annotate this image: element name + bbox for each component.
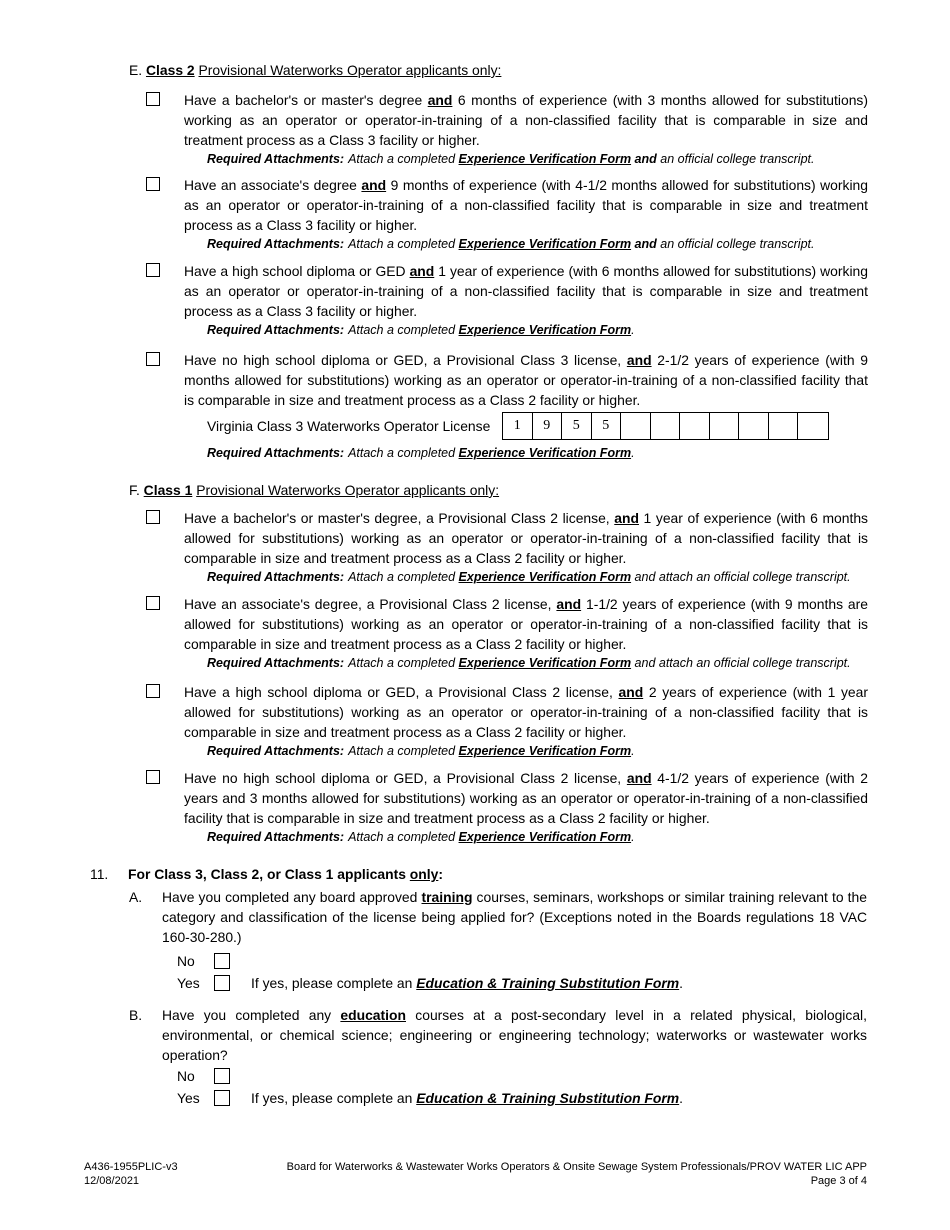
if-yes-instruction: If yes, please complete an Education & Training Substitution Form. (251, 975, 683, 991)
yes-checkbox[interactable] (214, 1090, 230, 1106)
section-e-option-2 (146, 175, 868, 254)
license-number-field[interactable] (502, 412, 829, 440)
option-checkbox[interactable] (146, 510, 160, 524)
experience-verification-form-link[interactable]: Experience Verification Form (458, 656, 632, 670)
education-training-substitution-form-link[interactable]: Education & Training Substitution Form (416, 1090, 680, 1106)
required-attachments: Required Attachments: Attach a completed Experience Verification Form. (207, 744, 635, 758)
option-text: Have a bachelor's or master's degree and 6 months of experience (with 3 months allowed for substitutions) working as an operator or operator-in-training of a non-classified facility that is comparable in size and treatment process as a Class 3 facility or higher. (184, 92, 868, 148)
experience-verification-form-link[interactable]: Experience Verification Form (458, 323, 632, 337)
section-f-heading (129, 480, 499, 500)
required-attachments: Required Attachments: Attach a completed Experience Verification Form and attach an official college transcript. (207, 570, 851, 584)
option-checkbox[interactable] (146, 352, 160, 366)
page-number: Page 3 of 4 (810, 1175, 867, 1187)
no-checkbox[interactable] (214, 953, 230, 969)
option-checkbox[interactable] (146, 770, 160, 784)
license-digit-box[interactable] (621, 413, 651, 439)
education-training-substitution-form-link[interactable]: Education & Training Substitution Form (416, 975, 680, 991)
board-name: Board for Waterworks & Wastewater Works Operators & Onsite Sewage System Professionals/PROV WATER LIC APP (286, 1161, 867, 1173)
license-digit-box[interactable]: 5 (562, 413, 592, 439)
section-f-option-3 (146, 682, 868, 761)
question-letter: A. (129, 889, 143, 905)
form-date: 12/08/2021 (84, 1175, 140, 1187)
required-attachments: Required Attachments: Attach a completed Experience Verification Form and an official college transcript. (207, 237, 815, 251)
experience-verification-form-link[interactable]: Experience Verification Form (458, 152, 632, 166)
question-11b-no-option (177, 1066, 230, 1086)
form-id: A436-1955PLIC-v3 (84, 1161, 178, 1173)
yes-label: Yes (177, 975, 200, 991)
option-text: Have a high school diploma or GED, a Provisional Class 2 license, and 2 years of experience (with 1 year allowed for substitutions) working as an operator or operator-in-training of a non-classified facility that is comparable in size and treatment process as a Class 2 facility or higher. (184, 684, 868, 740)
section-e-option-3 (146, 261, 868, 340)
license-digit-box[interactable]: 5 (592, 413, 622, 439)
no-label: No (177, 953, 195, 969)
required-attachments: Required Attachments: Attach a completed Experience Verification Form and attach an official college transcript. (207, 656, 851, 670)
footer-right (287, 1160, 867, 1188)
question-text: Have you completed any education courses at a post-secondary level in a related physical, biological, environmental, or chemical science; engineering or engineering technology; waterworks or wastewater works operation? (162, 1007, 868, 1063)
section-e-option-4-attachments (146, 444, 868, 463)
section-e-letter: E. (129, 62, 143, 78)
license-digit-box[interactable] (680, 413, 710, 439)
section-e-heading (129, 60, 501, 80)
section-f-option-2 (146, 594, 868, 673)
question-11a-no-option (177, 951, 230, 971)
option-text: Have no high school diploma or GED, a Provisional Class 3 license, and 2-1/2 years of experience (with 9 months allowed for substitutions) working as an operator or operator-in-training of a non-classified facility that is comparable in size and treatment process as a Class 2 facility or higher. (184, 352, 868, 408)
required-attachments: Required Attachments: Attach a completed Experience Verification Form. (207, 323, 635, 337)
option-text: Have a bachelor's or master's degree, a Provisional Class 2 license, and 1 year of experience (with 6 months allowed for substitutions) working as an operator or operator-in-training of a non-classified facility that is comparable in size and treatment process as a Class 2 facility or higher. (184, 510, 868, 566)
section-e-class: Class 2 (145, 62, 195, 78)
option-text: Have no high school diploma or GED, a Provisional Class 2 license, and 4-1/2 years of experience (with 2 years and 3 months allowed for substitutions) working as an operator or operator-in-training of a non-classified facility that is comparable in size and treatment process as a Class 2 facility or higher. (184, 770, 868, 826)
section-f-option-1 (146, 508, 868, 587)
question-11a-yes-option (177, 973, 683, 993)
required-attachments: Required Attachments: Attach a completed Experience Verification Form. (207, 446, 635, 460)
section-f-letter: F. (129, 482, 140, 498)
section-f-option-4 (146, 768, 868, 847)
question-text: Have you completed any board approved training courses, seminars, workshops or similar training relevant to the category and classification of the license being applied for? (Exceptions noted in the Boards regulations 18 VAC 160-30-280.) (162, 889, 867, 945)
license-digit-box[interactable] (710, 413, 740, 439)
required-attachments: Required Attachments: Attach a completed Experience Verification Form and an official college transcript. (207, 152, 815, 166)
question-11b (129, 1005, 867, 1065)
license-digit-box[interactable] (798, 413, 828, 439)
section-e-option-1 (146, 90, 868, 169)
experience-verification-form-link[interactable]: Experience Verification Form (458, 570, 632, 584)
option-checkbox[interactable] (146, 177, 160, 191)
experience-verification-form-link[interactable]: Experience Verification Form (458, 446, 632, 460)
option-text: Have a high school diploma or GED and 1 year of experience (with 6 months allowed for substitutions) working as an operator or operator-in-training of a non-classified facility that is comparable in size and treatment process as a Class 3 facility or higher. (184, 263, 868, 319)
no-label: No (177, 1068, 195, 1084)
no-checkbox[interactable] (214, 1068, 230, 1084)
section-f-title: Provisional Waterworks Operator applicants only: (196, 482, 500, 498)
option-checkbox[interactable] (146, 684, 160, 698)
footer-left (84, 1160, 178, 1188)
license-digit-box[interactable]: 9 (533, 413, 563, 439)
required-attachments: Required Attachments: Attach a completed Experience Verification Form. (207, 830, 635, 844)
section-e-option-4 (146, 350, 868, 410)
option-checkbox[interactable] (146, 263, 160, 277)
experience-verification-form-link[interactable]: Experience Verification Form (458, 237, 632, 251)
question-11-heading: 11. For Class 3, Class 2, or Class 1 applicants only: (90, 866, 443, 882)
section-f-class: Class 1 (143, 482, 193, 498)
license-digit-box[interactable]: 1 (503, 413, 533, 439)
option-text: Have an associate's degree and 9 months of experience (with 4-1/2 months allowed for substitutions) working as an operator or operator-in-training of a non-classified facility that is comparable in size and treatment process as a Class 3 facility or higher. (184, 177, 868, 233)
option-checkbox[interactable] (146, 92, 160, 106)
yes-checkbox[interactable] (214, 975, 230, 991)
license-digit-box[interactable] (769, 413, 799, 439)
question-11b-yes-option (177, 1088, 683, 1108)
if-yes-instruction: If yes, please complete an Education & Training Substitution Form. (251, 1090, 683, 1106)
question-11a (129, 887, 867, 947)
question-number: 11. (90, 866, 109, 882)
license-digit-box[interactable] (739, 413, 769, 439)
experience-verification-form-link[interactable]: Experience Verification Form (458, 744, 632, 758)
license-label: Virginia Class 3 Waterworks Operator License (207, 417, 491, 434)
license-digit-box[interactable] (651, 413, 681, 439)
option-text: Have an associate's degree, a Provisional Class 2 license, and 1-1/2 years of experience (with 9 months are allowed for substitutions) working as an operator or operator-in-training of a non-classified facility that is comparable in size and treatment process as a Class 2 facility or higher. (184, 596, 868, 652)
yes-label: Yes (177, 1090, 200, 1106)
option-checkbox[interactable] (146, 596, 160, 610)
experience-verification-form-link[interactable]: Experience Verification Form (458, 830, 632, 844)
question-letter: B. (129, 1007, 143, 1023)
section-e-title: Provisional Waterworks Operator applicants only: (198, 62, 502, 78)
license-number-row (207, 412, 829, 439)
